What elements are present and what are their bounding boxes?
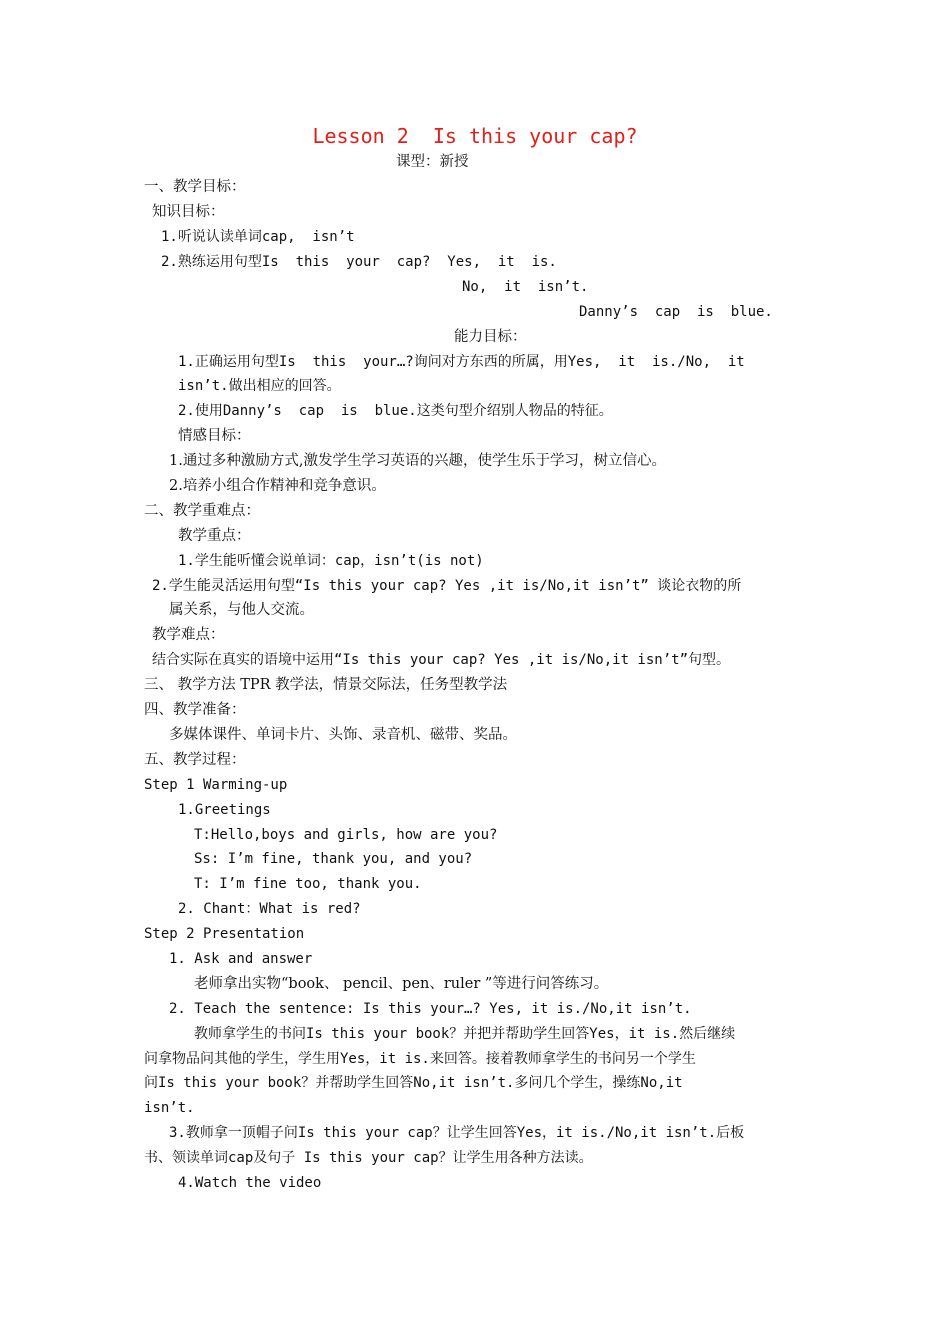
- dialogue-line: Ss: I’m fine, thank you, and you?: [194, 851, 473, 867]
- subheading: 教学重点：: [178, 528, 251, 544]
- text-line: 教师拿学生的书问Is this your book？并把并帮助学生回答Yes，it is.然后继续: [194, 1026, 736, 1042]
- text-line: 1.学生能听懂会说单词：cap，isn’t(is not): [178, 553, 484, 569]
- dialogue-line: T: I’m fine too, thank you.: [194, 876, 422, 892]
- lesson-title: Lesson 2 Is this your cap?: [312, 124, 638, 148]
- text-line: 2.熟练运用句型Is this your cap? Yes, it is.: [161, 254, 557, 270]
- course-type: 课型：新授: [396, 154, 469, 170]
- text-line: No, it isn’t.: [462, 279, 589, 295]
- text-line: 2.培养小组合作精神和竞争意识。: [169, 478, 386, 494]
- subheading: 教学难点：: [152, 627, 225, 643]
- text-line: 1.正确运用句型Is this your…?询问对方东西的所属，用Yes, it is./No, it: [178, 354, 745, 370]
- text-line: 问Is this your book？并帮助学生回答No,it isn’t.多问几个学生，操练No,it: [144, 1075, 683, 1091]
- section-heading: 二、教学重难点：: [144, 503, 260, 519]
- text-line: 1.听说认读单词cap, isn’t: [161, 229, 355, 245]
- section-heading: 五、教学过程：: [144, 752, 246, 768]
- text-line: 2. Chant：What is red?: [178, 901, 361, 917]
- text-line: isn’t.: [144, 1100, 195, 1116]
- subheading: 情感目标：: [178, 428, 251, 444]
- text-line: 2.使用Danny’s cap is blue.这类句型介绍别人物品的特征。: [178, 403, 613, 419]
- text-line: 2. Teach the sentence: Is this your…? Yes, it is./No,it isn’t.: [169, 1001, 692, 1017]
- text-line: Danny’s cap is blue.: [579, 304, 773, 320]
- text-line: 属关系，与他人交流。: [169, 602, 314, 618]
- text-line: 1.Greetings: [178, 802, 271, 818]
- text-line: 3.教师拿一顶帽子问Is this your cap？让学生回答Yes，it is./No,it isn’t.后板: [169, 1125, 745, 1141]
- text-line: 问拿物品问其他的学生，学生用Yes，it is.来回答。接着教师拿学生的书问另一个学生: [144, 1051, 696, 1067]
- text-line: isn’t.做出相应的回答。: [178, 378, 341, 394]
- section-heading: 三、 教学方法 TPR 教学法，情景交际法，任务型教学法: [144, 677, 508, 693]
- subheading: 知识目标：: [152, 204, 225, 220]
- section-heading: 四、教学准备：: [144, 702, 246, 718]
- text-line: 4.Watch the video: [178, 1175, 322, 1191]
- step-heading: Step 1 Warming-up: [144, 777, 288, 793]
- text-line: 1. Ask and answer: [169, 951, 313, 967]
- step-heading: Step 2 Presentation: [144, 926, 305, 942]
- text-line: 书、领读单词cap及句子 Is this your cap？让学生用各种方法读。: [144, 1150, 593, 1166]
- subheading: 能力目标：: [454, 329, 527, 345]
- dialogue-line: T:Hello,boys and girls, how are you?: [194, 827, 498, 843]
- text-line: 老师拿出实物“book、 pencil、pen、ruler ”等进行问答练习。: [194, 976, 609, 992]
- text-line: 结合实际在真实的语境中运用“Is this your cap? Yes ,it is/No,it isn’t”句型。: [152, 652, 731, 668]
- text-line: 多媒体课件、单词卡片、头饰、录音机、磁带、奖品。: [169, 727, 517, 743]
- section-heading: 一、教学目标：: [144, 179, 246, 195]
- text-line: 1.通过多种激励方式,激发学生学习英语的兴趣，使学生乐于学习，树立信心。: [169, 453, 666, 469]
- text-line: 2.学生能灵活运用句型“Is this your cap? Yes ,it is/No,it isn’t” 谈论衣物的所: [152, 578, 742, 594]
